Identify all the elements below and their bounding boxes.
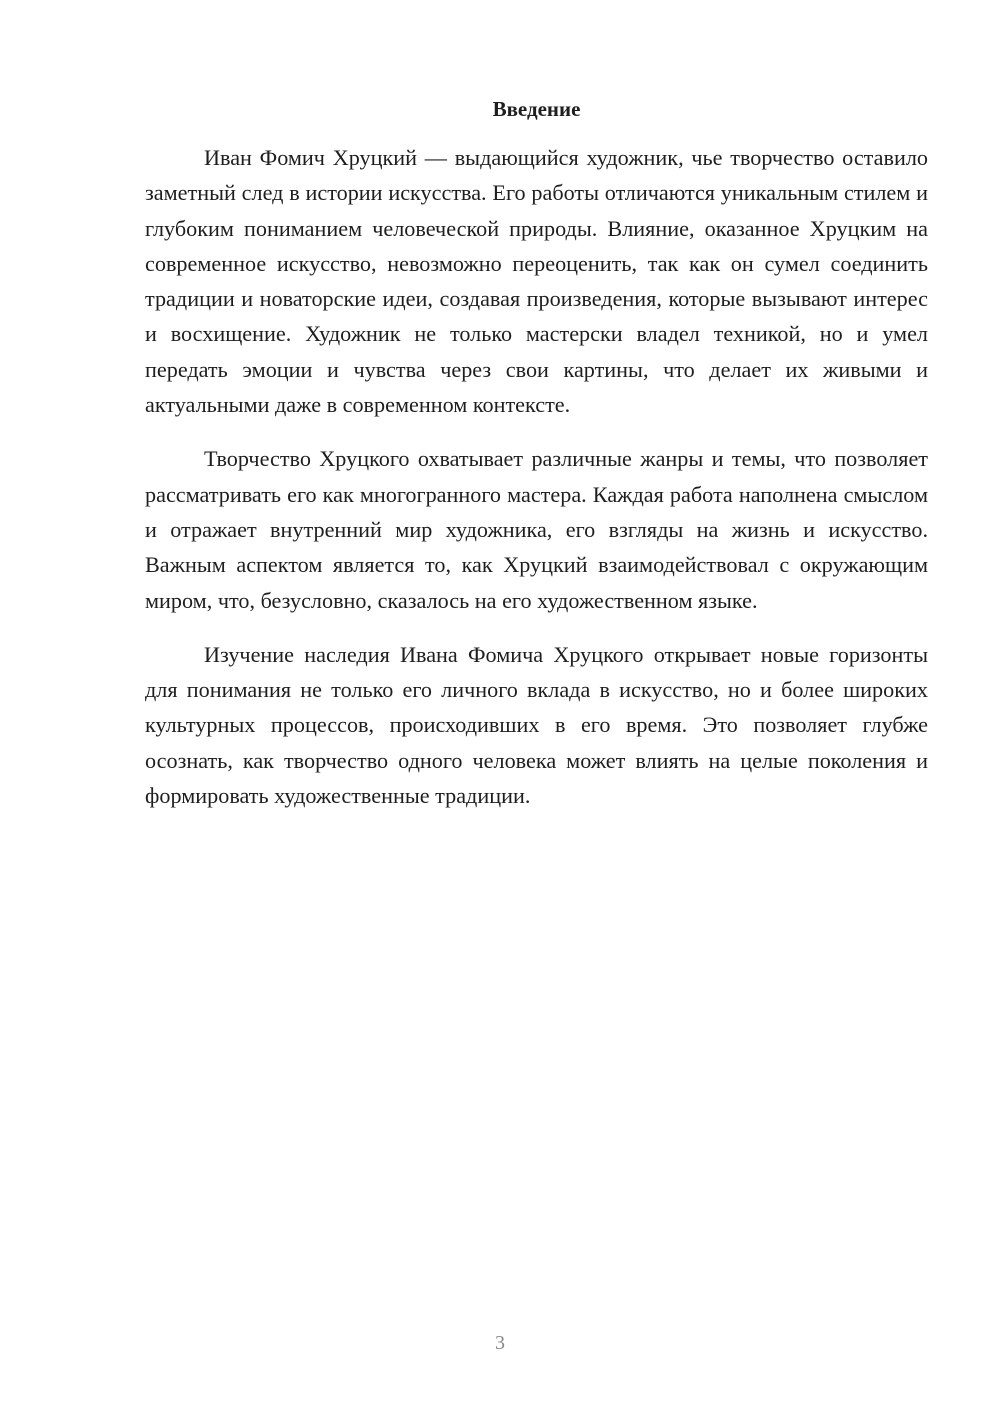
paragraph-1: Иван Фомич Хруцкий — выдающийся художник, чье творчество оставило заметный след в истории искусства. Его работы отличаются уникальным стилем и глубоким пониманием человеческой природы. Влияние, оказанное Хруцким на современное искусство, невозможно переоценить, так как он сумел соединить традиции и новаторские идеи, создавая произведения, которые вызывают интерес и восхищение. Художник не только мастерски владел техникой, но и умел передать эмоции и чувства через свои картины, что делает их живыми и актуальными даже в современном контексте. — [145, 145, 928, 418]
paragraph-3: Изучение наследия Ивана Фомича Хруцкого открывает новые горизонты для понимания не только его личного вклада в искусство, но и более широких культурных процессов, происходивших в его время. Это позволяет глубже осознать, как творчество одного человека может влиять на целые поколения и формировать художественные традиции. — [145, 641, 928, 809]
page-number: 3 — [495, 1332, 505, 1354]
section-title: Введение — [492, 97, 581, 121]
paragraph-2: Творчество Хруцкого охватывает различные жанры и темы, что позволяет рассматривать его как многогранного мастера. Каждая работа наполнена смыслом и отражает внутренний мир художника, его взгляды на жизнь и искусство. Важным аспектом является то, как Хруцкий взаимодействовал с окружающим миром, что, безусловно, сказалось на его художественном языке. — [145, 446, 928, 613]
page-content — [145, 92, 928, 832]
